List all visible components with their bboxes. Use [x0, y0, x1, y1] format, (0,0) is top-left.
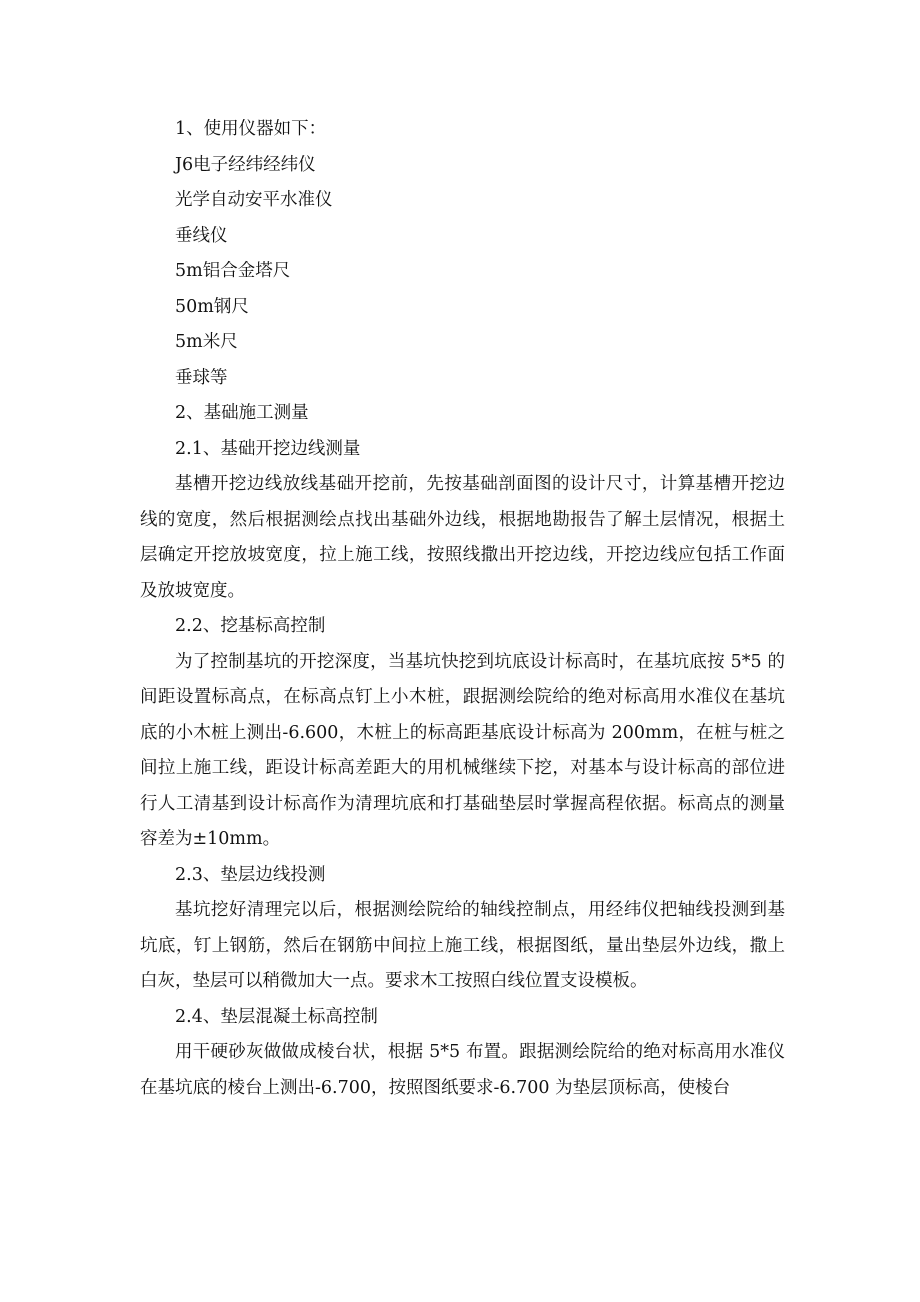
list-item-level: 光学自动安平水准仪 — [175, 190, 333, 210]
paragraph-elevation-control: 为了控制基坑的开挖深度，当基坑快挖到坑底设计标高时，在基坑底按 5*5 的间距设置标高点，在标高点钉上小木桩，跟据测绘院给的绝对标高用水准仪在基坑底的小木桩上测出-6.600，木桩上的标高距基底设计标高为 200mm，在桩与桩之间拉上施工线，距设计标高差距大的用机械继续下挖，对基本与设计标高的部位进行人工清基到设计标高作为清理坑底和打基础垫层时掌握高程依据。标高点的测量容差为±10mm。 — [140, 651, 785, 849]
list-item-meter-ruler: 5m米尺 — [175, 332, 238, 352]
section-heading-foundation-survey: 2、基础施工测量 — [175, 403, 309, 423]
document-body — [140, 112, 785, 1106]
paragraph-cushion-concrete: 用干硬砂灰做做成棱台状，根据 5*5 布置。跟据测绘院给的绝对标高用水准仪在基坑底的棱台上测出-6.700，按照图纸要求-6.700 为垫层顶标高，使棱台 — [140, 1042, 785, 1098]
section-heading-excavation-line: 2.1、基础开挖边线测量 — [175, 438, 361, 459]
list-item-plumb-instrument: 垂线仪 — [175, 225, 228, 246]
list-item-theodolite: J6电子经纬经纬仪 — [175, 154, 316, 175]
paragraph-excavation-line: 基槽开挖边线放线基础开挖前，先按基础剖面图的设计尺寸，计算基槽开挖边线的宽度，然后根据测绘点找出基础外边线，根据地勘报告了解土层情况，根据土层确定开挖放坡宽度，拉上施工线，按照线撒出开挖边线，开挖边线应包括工作面及放坡宽度。 — [140, 474, 785, 601]
list-item-tower-ruler: 5m铝合金塔尺 — [175, 261, 291, 281]
list-item-steel-tape: 50m钢尺 — [175, 296, 249, 317]
section-heading-elevation-control: 2.2、挖基标高控制 — [175, 616, 326, 636]
section-heading-cushion-concrete: 2.4、垫层混凝土标高控制 — [175, 1006, 378, 1027]
section-heading-cushion-line: 2.3、垫层边线投测 — [175, 864, 326, 885]
list-item-instruments-heading: 1、使用仪器如下： — [175, 119, 327, 139]
paragraph-cushion-line: 基坑挖好清理完以后，根据测绘院给的轴线控制点，用经纬仪把轴线投测到基坑底，钉上钢筋，然后在钢筋中间拉上施工线，根据图纸，量出垫层外边线，撒上白灰，垫层可以稍微加大一点。要求木工按照白线位置支设模板。 — [140, 900, 785, 991]
list-item-plumb-bob: 垂球等 — [175, 367, 228, 388]
